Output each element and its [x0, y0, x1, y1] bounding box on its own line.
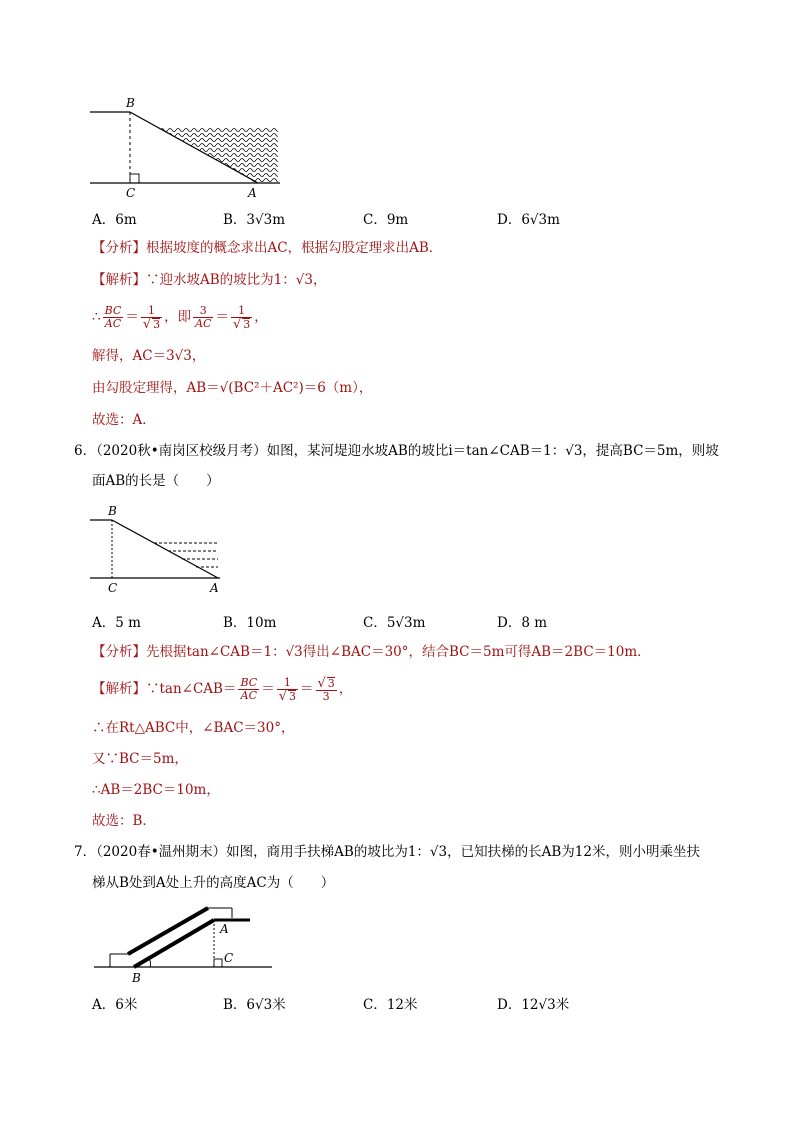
frac-den: 3 — [243, 317, 251, 331]
analysis-text: 根据坡度的概念求出AC，根据勾股定理求出AB． — [146, 240, 443, 256]
q5-solution-line4: 由勾股定理得，AB＝√(BC²＋AC²)＝6（m）， — [92, 380, 373, 396]
q7-option-b: B．6√3米 — [223, 997, 286, 1013]
q7-stem-line1: 7．（2020春•温州期末）如图，商用手扶梯AB的坡比为1：√3，已知扶梯的长AB为12米，则小明乘坐扶 — [74, 844, 700, 860]
label-b: B — [126, 96, 135, 110]
q6-option-c: C．5√3m — [363, 615, 426, 631]
label-a: A — [248, 186, 257, 200]
frac-num: BC — [240, 676, 258, 689]
equals: ＝ — [300, 681, 314, 697]
frac-den: AC — [104, 317, 122, 330]
analysis-text: 先根据tan∠CAB＝1：√3得出∠BAC＝30°，结合BC＝5m可得AB＝2BC＝10m． — [146, 644, 651, 660]
q6-option-d: D．8 m — [497, 615, 548, 631]
q5-option-b: B．3√3m — [223, 212, 286, 228]
frac-den: 3 — [289, 689, 296, 703]
q6-solution-line5: 故选：B． — [92, 813, 156, 829]
frac-num: 1 — [277, 677, 298, 690]
frac-den: AC — [195, 317, 212, 330]
solution-tag: 【解析】 — [92, 272, 146, 288]
q6-solution-line2: ∴在Rt△ABC中，∠BAC＝30°， — [92, 720, 295, 736]
label-c: C — [108, 581, 118, 595]
frac-den: 3 — [153, 317, 161, 331]
q7-option-c: C．12米 — [363, 997, 418, 1013]
right-angle-mark — [130, 174, 139, 183]
analysis-tag: 【分析】 — [92, 240, 146, 256]
figure-dam-slope-1 — [88, 92, 288, 200]
q6-stem-line1: 6．（2020秋•南岗区校级月考）如图，某河堤迎水坡AB的坡比i＝tan∠CAB＝1：√3，提高BC＝5m，则坡 — [74, 443, 719, 459]
tan-prefix: ∵tan∠CAB＝ — [146, 681, 237, 697]
frac-num: BC — [104, 304, 122, 317]
frac-num: 1 — [141, 305, 162, 318]
q7-option-a: A．6米 — [92, 997, 138, 1013]
solution-text: ∵迎水坡AB的坡比为1：√3， — [146, 272, 327, 288]
figure-escalator — [92, 900, 282, 986]
q6-solution-line4: ∴AB＝2BC＝10m， — [92, 782, 220, 798]
frac-num: 3 — [193, 305, 213, 318]
water-area — [148, 126, 280, 184]
label-c: C — [224, 951, 234, 965]
figure-dam-slope-2 — [88, 503, 228, 599]
namely: ，即 — [164, 309, 192, 325]
frac-den: AC — [240, 689, 258, 702]
therefore: ∴ — [92, 309, 101, 325]
equals: ＝ — [261, 681, 275, 697]
frac-num: 1 — [231, 305, 252, 318]
analysis-tag: 【分析】 — [92, 644, 146, 660]
q5-analysis — [92, 238, 442, 258]
q6-option-a: A．5 m — [92, 615, 141, 631]
right-angle-mark — [214, 959, 222, 967]
q5-solution-line2: ∴ $\frac{BC}{AC}$ ＝ $\frac{1}{√ 3}$ ，即 $\frac{3}{AC}$ ＝ $\frac{1}{√ 3}$ ， — [92, 303, 268, 332]
label-b: B — [108, 504, 117, 518]
q6-solution-line3: 又∵BC＝5m， — [92, 751, 188, 767]
label-a: A — [210, 581, 219, 595]
q5-option-a: A．6m — [92, 212, 137, 228]
label-a: A — [220, 922, 229, 936]
q6-solution-line1: 【解析】∵tan∠CAB＝ $\frac{BC}{AC}$ ＝ $\frac{1}{√ 3}$ ＝ $\frac{√ 3}{3}$ ， — [92, 675, 353, 704]
q6-option-b: B．10m — [223, 615, 277, 631]
q5-solution-line1 — [92, 270, 326, 290]
frac-den: 3 — [322, 689, 330, 703]
q6-analysis — [92, 642, 651, 662]
slope-line-ab — [112, 520, 218, 578]
solution-tag: 【解析】 — [92, 681, 146, 697]
q7-option-d: D．12√3米 — [497, 997, 570, 1013]
label-c: C — [126, 186, 136, 200]
q5-option-c: C．9m — [363, 212, 409, 228]
q5-option-d: D．6√3m — [497, 212, 560, 228]
comma: ， — [338, 681, 353, 697]
label-b: B — [132, 971, 141, 985]
q5-solution-line3: 解得，AC＝3√3， — [92, 348, 206, 364]
q5-solution-line5: 故选：A． — [92, 412, 156, 428]
q6-stem-line2: 面AB的长是（ ） — [92, 473, 220, 489]
frac-num: 3 — [327, 676, 335, 690]
q7-stem-line2: 梯从B处到A处上升的高度AC为（ ） — [92, 875, 335, 891]
